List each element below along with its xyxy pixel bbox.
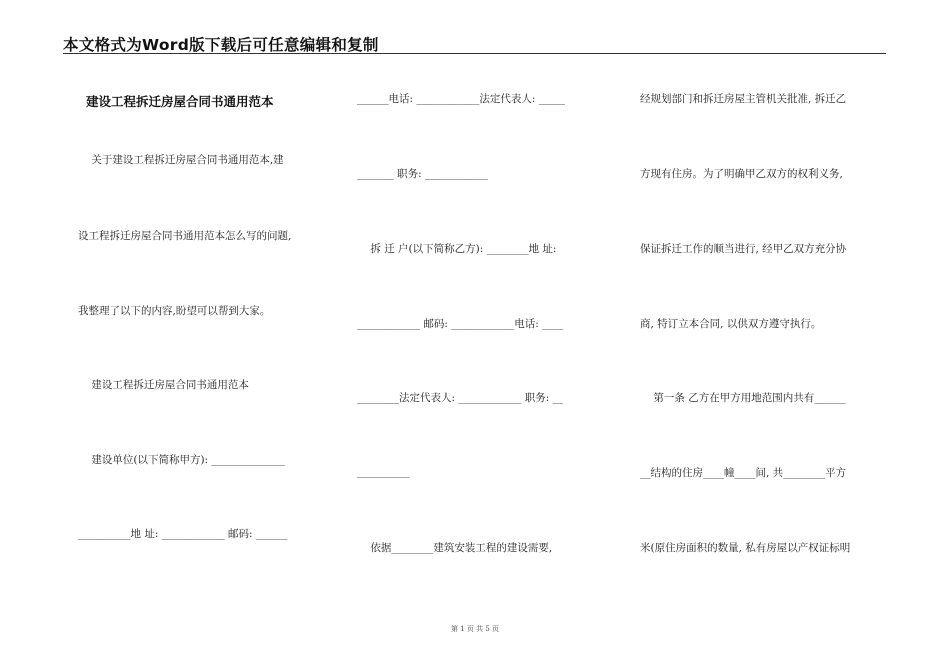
paragraph-line: 拆 迁 户(以下简称乙方): ________地 址: bbox=[357, 243, 557, 255]
paragraph-line: 方现有住房。为了明确甲乙双方的权利义务, bbox=[640, 168, 843, 180]
paragraph-line: 关于建设工程拆迁房屋合同书通用范本,建 bbox=[78, 154, 284, 166]
paragraph-line: 经规划部门和拆迁房屋主管机关批准, 拆迁乙 bbox=[640, 93, 847, 105]
paragraph-line: __________ bbox=[357, 466, 410, 478]
header-rule bbox=[63, 53, 886, 54]
paragraph-line: 依据________建筑安装工程的建设需要, bbox=[357, 542, 553, 554]
page-number: 第 1 页 共 5 页 bbox=[450, 625, 500, 633]
paragraph-line: 保证拆迁工作的顺当进行, 经甲乙双方充分协 bbox=[640, 243, 847, 255]
paragraph-line: 第一条 乙方在甲方用地范围内共有______ bbox=[640, 392, 846, 404]
paragraph-line: 建设工程拆迁房屋合同书通用范本 bbox=[78, 379, 249, 391]
paragraph-line: _______ 职务: ____________ bbox=[357, 168, 488, 180]
paragraph-line: 米(原住房面积的数量, 私有房屋以产权证标明 bbox=[640, 542, 851, 554]
paragraph-line: 设工程拆迁房屋合同书通用范本怎么写的问题, bbox=[78, 230, 292, 242]
paragraph-line: 建设单位(以下简称甲方): ______________ bbox=[78, 454, 285, 466]
format-banner: 本文格式为Word版下载后可任意编辑和复制 bbox=[63, 36, 379, 54]
paragraph-line: __结构的住房____幢____间, 共________平方 bbox=[640, 467, 847, 479]
paragraph-line: 商, 特订立本合同, 以供双方遵守执行。 bbox=[640, 318, 822, 330]
paragraph-line: ________法定代表人: ____________ 职务: __ bbox=[357, 392, 564, 404]
paragraph-line: __________地 址: ____________ 邮码: ______ bbox=[78, 528, 288, 540]
paragraph-line: ______电话: ____________法定代表人: _____ bbox=[357, 93, 566, 105]
paragraph-line: 我整理了以下的内容,盼望可以帮到大家。 bbox=[78, 305, 271, 317]
document-title: 建设工程拆迁房屋合同书通用范本 bbox=[86, 94, 274, 109]
paragraph-line: ____________ 邮码: ____________电话: ____ bbox=[357, 318, 564, 330]
